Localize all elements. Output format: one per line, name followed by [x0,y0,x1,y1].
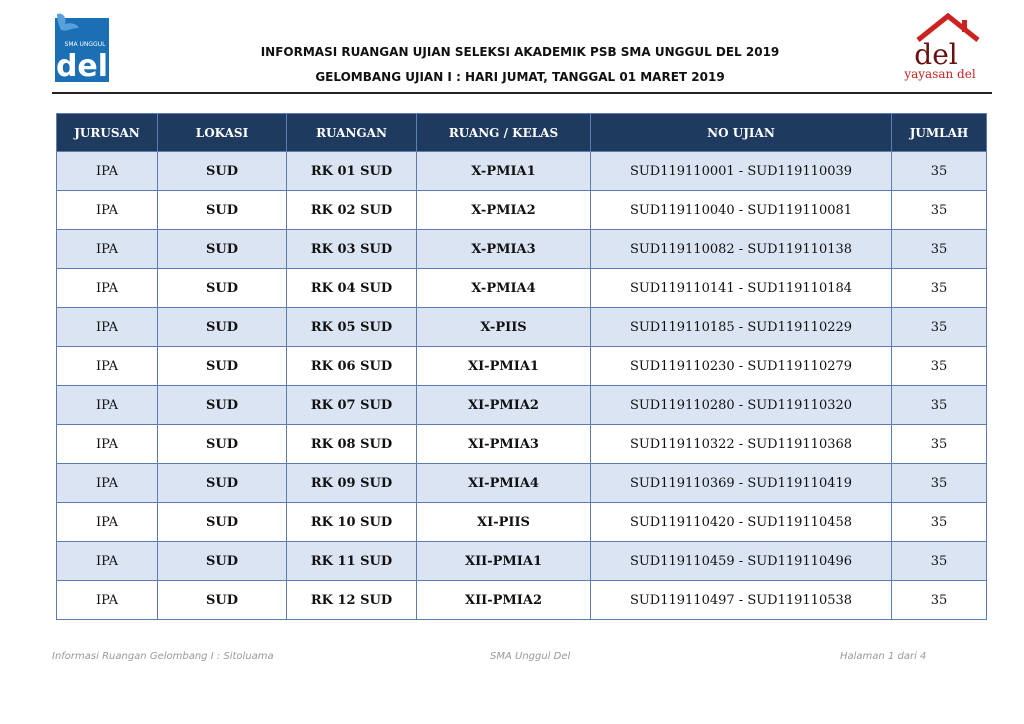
ruang-kelas-cell: XI-PMIA1 [417,347,591,386]
ruang-kelas-cell: XI-PIIS [417,503,591,542]
lokasi-cell: SUD [158,464,287,503]
ruangan-cell: RK 05 SUD [287,308,417,347]
jurusan-cell: IPA [57,152,158,191]
no-ujian-cell: SUD119110230 - SUD119110279 [591,347,892,386]
column-header-no-ujian: NO UJIAN [591,114,892,152]
lokasi-cell: SUD [158,152,287,191]
lokasi-cell: SUD [158,347,287,386]
column-header-ruang-kelas: RUANG / KELAS [417,114,591,152]
yayasan-del-logo [902,12,982,82]
lokasi-cell: SUD [158,308,287,347]
jumlah-cell: 35 [892,230,987,269]
ruangan-cell: RK 09 SUD [287,464,417,503]
jurusan-cell: IPA [57,425,158,464]
logo-left-main-text: del [55,49,109,82]
lokasi-cell: SUD [158,581,287,620]
lokasi-cell: SUD [158,386,287,425]
ruang-kelas-cell: X-PMIA2 [417,191,591,230]
ruangan-cell: RK 08 SUD [287,425,417,464]
no-ujian-cell: SUD119110082 - SUD119110138 [591,230,892,269]
document-title: INFORMASI RUANGAN UJIAN SELEKSI AKADEMIK PSB SMA UNGGUL DEL 2019 [260,45,780,59]
jumlah-cell: 35 [892,308,987,347]
no-ujian-cell: SUD119110322 - SUD119110368 [591,425,892,464]
ruangan-cell: RK 04 SUD [287,269,417,308]
lokasi-cell: SUD [158,425,287,464]
table-row [57,152,987,191]
lokasi-cell: SUD [158,503,287,542]
column-header-lokasi: LOKASI [158,114,287,152]
lokasi-cell: SUD [158,230,287,269]
footer-left: Informasi Ruangan Gelombang I : Sitoluama [52,651,274,662]
ruangan-cell: RK 02 SUD [287,191,417,230]
table-row [57,503,987,542]
jumlah-cell: 35 [892,542,987,581]
no-ujian-cell: SUD119110459 - SUD119110496 [591,542,892,581]
ruangan-cell: RK 01 SUD [287,152,417,191]
jurusan-cell: IPA [57,503,158,542]
table-row [57,269,987,308]
column-header-jurusan: JURUSAN [57,114,158,152]
logo-left-small-text: SMA UNGGUL [64,41,106,48]
dove-logo-icon [55,12,109,82]
lokasi-cell: SUD [158,191,287,230]
table-row [57,347,987,386]
jurusan-cell: IPA [57,542,158,581]
table-row [57,542,987,581]
jurusan-cell: IPA [57,386,158,425]
jurusan-cell: IPA [57,230,158,269]
logo-right-main-text: del [914,38,958,71]
jumlah-cell: 35 [892,191,987,230]
jumlah-cell: 35 [892,464,987,503]
table-row [57,191,987,230]
table-row [57,308,987,347]
jumlah-cell: 35 [892,425,987,464]
ruang-kelas-cell: X-PMIA4 [417,269,591,308]
table-row [57,230,987,269]
no-ujian-cell: SUD119110001 - SUD119110039 [591,152,892,191]
ruangan-cell: RK 07 SUD [287,386,417,425]
jumlah-cell: 35 [892,503,987,542]
ruang-kelas-cell: XII-PMIA1 [417,542,591,581]
ruang-kelas-cell: X-PMIA3 [417,230,591,269]
ruangan-cell: RK 10 SUD [287,503,417,542]
ruangan-cell: RK 06 SUD [287,347,417,386]
jumlah-cell: 35 [892,386,987,425]
table-header-row [57,114,987,152]
ruang-kelas-cell: XII-PMIA2 [417,581,591,620]
jumlah-cell: 35 [892,152,987,191]
no-ujian-cell: SUD119110280 - SUD119110320 [591,386,892,425]
table-row [57,425,987,464]
ruang-kelas-cell: XI-PMIA2 [417,386,591,425]
table-row [57,464,987,503]
column-header-ruangan: RUANGAN [287,114,417,152]
table-row [57,581,987,620]
ruang-kelas-cell: X-PIIS [417,308,591,347]
jurusan-cell: IPA [57,581,158,620]
sma-unggul-del-logo [55,12,109,82]
ruang-kelas-cell: XI-PMIA3 [417,425,591,464]
header-divider [52,92,992,94]
exam-room-table [56,113,987,620]
no-ujian-cell: SUD119110040 - SUD119110081 [591,191,892,230]
ruangan-cell: RK 11 SUD [287,542,417,581]
column-header-jumlah: JUMLAH [892,114,987,152]
jurusan-cell: IPA [57,191,158,230]
jurusan-cell: IPA [57,464,158,503]
ruang-kelas-cell: XI-PMIA4 [417,464,591,503]
no-ujian-cell: SUD119110420 - SUD119110458 [591,503,892,542]
ruangan-cell: RK 03 SUD [287,230,417,269]
ruangan-cell: RK 12 SUD [287,581,417,620]
jumlah-cell: 35 [892,269,987,308]
jumlah-cell: 35 [892,347,987,386]
footer-center: SMA Unggul Del [490,651,571,662]
ruang-kelas-cell: X-PMIA1 [417,152,591,191]
footer-page-number: Halaman 1 dari 4 [840,651,927,662]
jumlah-cell: 35 [892,581,987,620]
no-ujian-cell: SUD119110141 - SUD119110184 [591,269,892,308]
no-ujian-cell: SUD119110369 - SUD119110419 [591,464,892,503]
lokasi-cell: SUD [158,269,287,308]
logo-right-sub-text: yayasan del [904,67,976,81]
jurusan-cell: IPA [57,347,158,386]
lokasi-cell: SUD [158,542,287,581]
table-row [57,386,987,425]
jurusan-cell: IPA [57,308,158,347]
house-roof-icon [902,12,982,82]
no-ujian-cell: SUD119110185 - SUD119110229 [591,308,892,347]
document-subtitle: GELOMBANG UJIAN I : HARI JUMAT, TANGGAL 01 MARET 2019 [315,70,725,84]
jurusan-cell: IPA [57,269,158,308]
no-ujian-cell: SUD119110497 - SUD119110538 [591,581,892,620]
